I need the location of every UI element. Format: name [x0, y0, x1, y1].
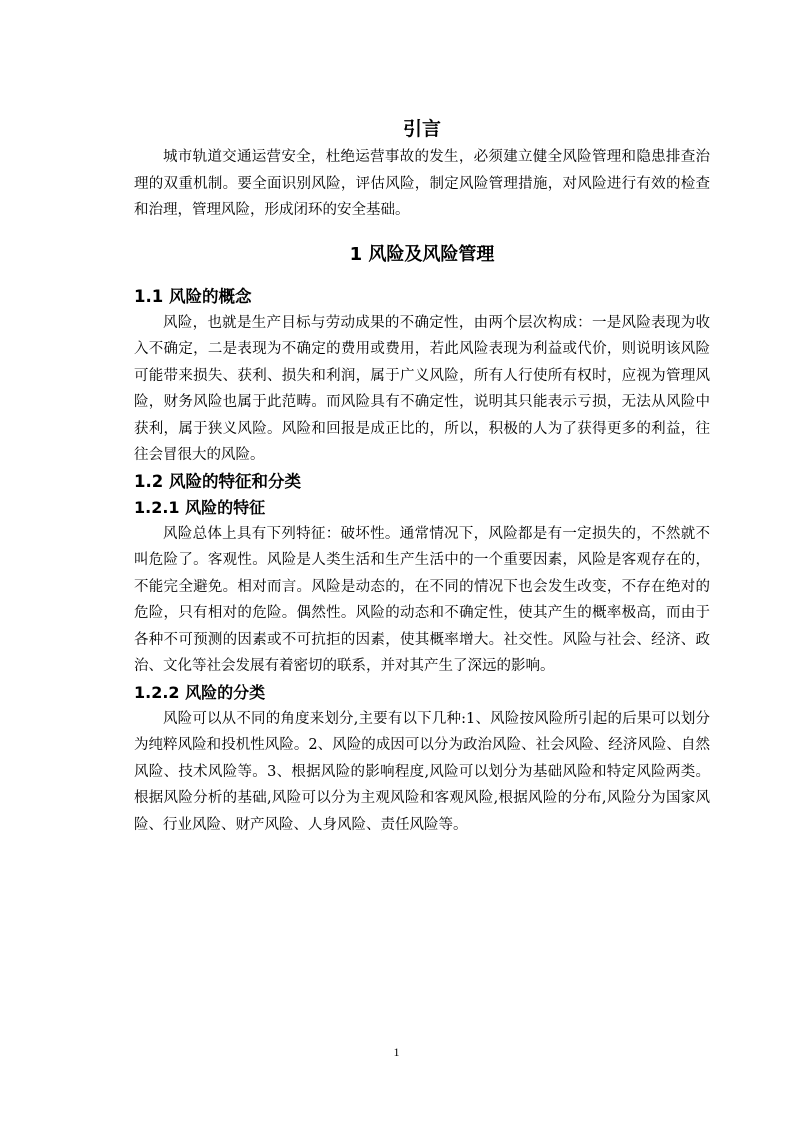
intro-title: 引言: [402, 118, 441, 140]
section-1-1-paragraph: 风险，也就是生产目标与劳动成果的不确定性，由两个层次构成：一是风险表现为收入不确定，二是表现为不确定的费用或费用，若此风险表现为利益或代价，则说明该风险可能带来损失、获利、损失和利润，属于广义风险，所有人行使所有权时，应视为管理风险，财务风险也属于此范畴。而风险具有不确定性，说明其只能表示亏损，无法从风险中获利，属于狭义风险。风险和回报是成正比的，所以，积极的人为了获得更多的利益，往往会冒很大的风险。: [134, 314, 710, 463]
section-1-1-heading: 1.1 风险的概念: [134, 286, 252, 306]
page-content: [134, 114, 710, 838]
section-1-2-2-paragraph: 风险可以从不同的角度来划分,主要有以下几种:1、风险按风险所引起的后果可以划分为纯粹风险和投机性风险。2、风险的成因可以分为政治风险、社会风险、经济风险、自然风险、技术风险等。3、根据风险的影响程度,风险可以划分为基础风险和特定风险两类。根据风险分析的基础,风险可以分为主观风险和客观风险,根据风险的分布,风险分为国家风险、行业风险、财产风险、人身风险、责任风险等。: [134, 710, 710, 833]
chapter-1-title: 1 风险及风险管理: [349, 243, 495, 265]
section-1-2-heading: 1.2 风险的特征和分类: [134, 471, 301, 491]
intro-paragraph: 城市轨道交通运营安全，杜绝运营事故的发生，必须建立健全风险管理和隐患排查治理的双重机制。要全面识别风险，评估风险，制定风险管理措施，对风险进行有效的检查和治理，管理风险，形成闭环的安全基础。: [134, 149, 710, 218]
section-1-2-2-heading: 1.2.2 风险的分类: [134, 682, 266, 702]
section-1-2-1-paragraph: 风险总体上具有下列特征：破坏性。通常情况下，风险都是有一定损失的，不然就不叫危险了。客观性。风险是人类生活和生产生活中的一个重要因素，风险是客观存在的，不能完全避免。相对而言。风险是动态的，在不同的情况下也会发生改变，不存在绝对的危险，只有相对的危险。偶然性。风险的动态和不确定性，使其产生的概率极高，而由于各种不可预测的因素或不可抗拒的因素，使其概率增大。社交性。风险与社会、经济、政治、文化等社会发展有着密切的联系，并对其产生了深远的影响。: [134, 525, 710, 674]
section-1-2-1-heading: 1.2.1 风险的特征: [134, 497, 266, 517]
page-number: 1: [393, 1045, 400, 1059]
